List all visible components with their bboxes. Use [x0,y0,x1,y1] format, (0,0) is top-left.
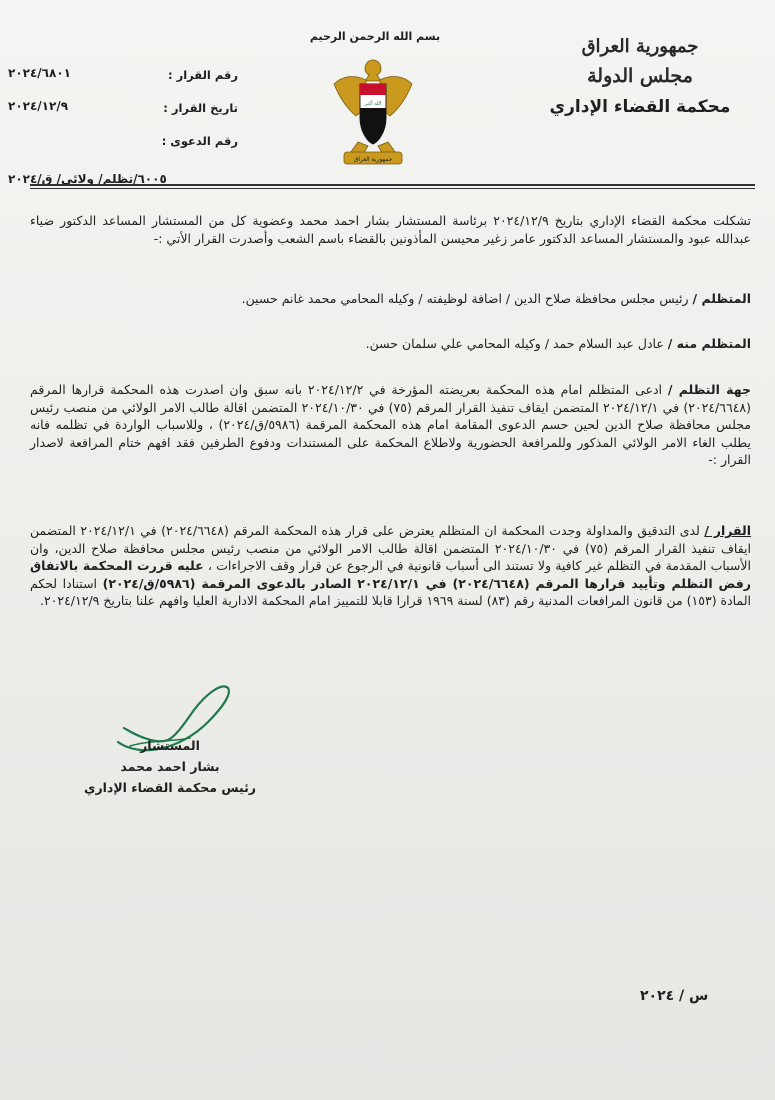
decision-number-value: ٢٠٢٤/٦٨٠١ [8,66,71,80]
decision-tail: استنادا لحكم المادة (١٥٣) من قانون المرافعات المدنية رقم (٨٣) لسنة ١٩٦٩ قرارا قابلا للتمييز امام المحكمة الادارية العليا وافهم علنا بتاريخ ٢٠٢٤/١٢/٩. [30,575,751,608]
signatory-position: رئيس محكمة القضاء الإداري [83,780,256,795]
complainant-paragraph [30,290,751,308]
header-divider [30,184,755,186]
signatory-name: بشار احمد محمد [120,759,220,774]
decision-date-label: تاريخ القرار : [163,101,238,115]
footer-year-mark: س / ٢٠٢٤ [640,988,709,1004]
signature-block [60,735,280,798]
decision-paragraph [30,522,751,610]
complainant-label: المتظلم / [692,291,751,306]
header-divider-thin [30,188,755,189]
decision-ruling: عليه قررت المحكمة بالاتفاق رفض التظلم وتأييد قرارها المرقم (٢٠٢٤/٦٦٤٨) في ٢٠٢٤/١٢/١ الصادر بالدعوى المرقمة (٥٩٨٦/ق/٢٠٢٤) [30,558,751,591]
decision-label: القرار / [704,523,751,538]
complainant-text: رئيس مجلس محافظة صلاح الدين / اضافة لوظيفته / وكيله المحامي محمد غانم حسين. [241,291,689,306]
respondent-label: المتظلم منه / [667,336,751,351]
court-formation-paragraph: تشكلت محكمة القضاء الإداري بتاريخ ٢٠٢٤/١٢/٩ برئاسة المستشار بشار احمد محمد وعضوية كل من المستشار المساعد الدكتور ضياء عبدالله عبود والمستشار المساعد الدكتور عامر زغير محيسن المأذونين بالقضاء باسم الشعب وأصدرت القرار الأتي :- [30,213,751,246]
issuing-authority [525,36,755,117]
decision-date-value: ٢٠٢٤/١٢/٩ [8,99,69,113]
svg-text:الله أكبر: الله أكبر [364,101,382,107]
decision-metadata [8,62,308,161]
country-name: جمهورية العراق [581,36,699,57]
case-number-label: رقم الدعوى : [161,134,238,148]
respondent-text: عادل عبد السلام حمد / وكيله المحامي علي سلمان حسن. [365,336,664,351]
grievance-label: جهة التظلم / [667,382,751,397]
case-number-value: ٦٠٠٥/تظلم/ ولائي/ ق/٢٠٢٤ [8,172,167,186]
decision-text: لدى التدقيق والمداولة وجدت المحكمة ان المتظلم يعترض على قرار هذه المحكمة المرقم (٢٠٢٤/٦٦٤٨) في ٢٠٢٤/١٢/١ المتضمن ايقاف تنفيذ القرار المرقم (٧٥) في ٢٠٢٤/١٠/٣٠ المتضمن اقالة طالب الامر الولائي من منصب رئيس مجلس محافظة صلاح الدين، وان الأسباب المقدمة في التظلم غير كافية ولا تستند الى أسباب قانونية في الرجوع عن قرار وقف الاجراءات ، [30,523,751,573]
respondent-paragraph [30,335,751,353]
iraq-eagle-emblem [330,56,416,168]
council-name: مجلس الدولة [587,65,693,87]
signatory-title: المستشار [140,738,200,753]
grievance-paragraph [30,381,751,469]
emblem-caption: جمهورية العراق [353,156,393,163]
basmala: بسم الله الرحمن الرحيم [309,30,441,43]
decision-number-label: رقم القرار : [167,68,238,82]
court-name: محكمة القضاء الإداري [549,97,731,117]
grievance-text: ادعى المتظلم امام هذه المحكمة بعريضته المؤرخة في ٢٠٢٤/١٢/٢ بانه سبق وان اصدرت هذه المحكمة قرارها المرقم (٢٠٢٤/٦٦٤٨) في ٢٠٢٤/١٢/١ المتضمن ايقاف تنفيذ القرار المرقم (٧٥) في ٢٠٢٤/١٠/٣٠ المتضمن اقالة طالب الامر الولائي من منصب رئيس مجلس محافظة صلاح الدين لحين حسم الدعوى المقامة امام هذه المحكمة المرقمة (٥٩٨٦/ق/٢٠٢٤) ، وللاسباب الواردة في تظلمه فانه يطلب الغاء الامر الولائي المذكور وللمرافعة الحضورية ولاطلاع المحكمة على المستندات ودفوع الطرفين فقد افهم ختام المرافعة لاصدار القرار :- [30,382,752,467]
